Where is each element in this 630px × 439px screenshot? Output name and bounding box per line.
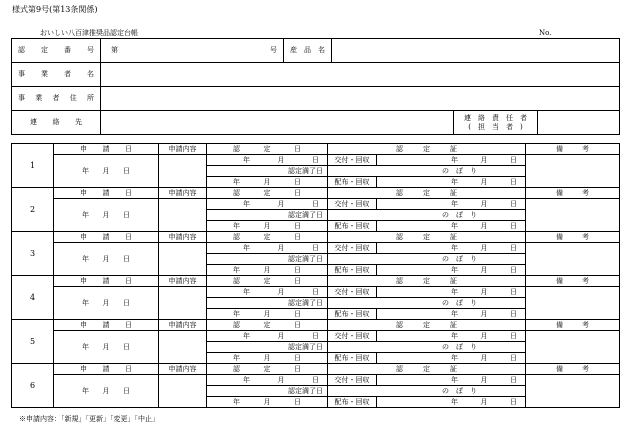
year-text: 年 (82, 210, 89, 219)
date-ymd (451, 179, 517, 186)
certification-date-header: 認 定 日 (207, 276, 328, 287)
day-text: 日 (294, 177, 301, 186)
day-text: 日 (510, 221, 517, 230)
day-text: 日 (123, 298, 130, 307)
month-text: 月 (277, 331, 285, 340)
application-date-header: 申 請 日 (54, 144, 159, 155)
month-text: 月 (277, 375, 285, 384)
banner-header: の ぼ り (328, 386, 526, 397)
delivery-collection-label: 交付・回収 (328, 243, 377, 254)
day-text: 日 (123, 210, 130, 219)
date-ymd (243, 377, 319, 384)
record-index: 1 (12, 144, 54, 188)
form-label: 様式第9号(第13条関係) (12, 5, 98, 14)
expiry-date-field[interactable] (207, 265, 328, 276)
year-text: 年 (451, 309, 458, 318)
day-text: 日 (294, 309, 301, 318)
application-content-header: 申請内容 (159, 276, 207, 287)
year-text: 年 (243, 287, 250, 296)
remarks-field[interactable] (526, 375, 620, 408)
date-ymd (82, 256, 130, 263)
remarks-header: 備 考 (526, 276, 620, 287)
certificate-header: 認 定 証 (328, 276, 526, 287)
day-text: 日 (510, 331, 517, 340)
distribution-collection-label: 配布・回収 (328, 353, 377, 364)
date-ymd (233, 223, 301, 230)
remarks-header: 備 考 (526, 232, 620, 243)
cert-number-label: 認 定 番 号 (12, 39, 101, 63)
certificate-header: 認 定 証 (328, 232, 526, 243)
remarks-header: 備 考 (526, 320, 620, 331)
day-text: 日 (312, 155, 319, 164)
certificate-delivery-date-field[interactable] (377, 331, 526, 342)
certification-date-header: 認 定 日 (207, 232, 328, 243)
year-text: 年 (233, 397, 240, 406)
record-header-row (12, 232, 620, 243)
date-ymd (243, 333, 319, 340)
year-text: 年 (451, 199, 458, 208)
certificate-delivery-date-field[interactable] (377, 287, 526, 298)
month-text: 月 (480, 375, 488, 384)
day-text: 日 (312, 287, 319, 296)
year-text: 年 (451, 155, 458, 164)
contact-person-field[interactable] (538, 111, 620, 135)
certificate-header: 認 定 証 (328, 188, 526, 199)
day-text: 日 (510, 287, 517, 296)
month-text: 月 (480, 265, 488, 274)
year-text: 年 (82, 166, 89, 175)
remarks-field[interactable] (526, 155, 620, 188)
application-content-header: 申請内容 (159, 144, 207, 155)
record-row (12, 331, 620, 342)
banner-header: の ぼ り (328, 342, 526, 353)
contact-person-label-line2: ( 担 当 者 ) (468, 122, 523, 131)
product-name-field[interactable] (332, 39, 620, 63)
day-text: 日 (510, 375, 517, 384)
date-ymd (451, 201, 517, 208)
certificate-delivery-date-field[interactable] (377, 243, 526, 254)
application-date-field[interactable] (54, 199, 159, 232)
application-date-header: 申 請 日 (54, 276, 159, 287)
distribution-collection-label: 配布・回収 (328, 177, 377, 188)
distribution-collection-label: 配布・回収 (328, 397, 377, 408)
business-address-label: 事 業 者 住 所 (12, 87, 101, 111)
date-ymd (82, 300, 130, 307)
date-ymd (451, 267, 517, 274)
day-text: 日 (123, 342, 130, 351)
month-text: 月 (480, 397, 488, 406)
month-text: 月 (480, 309, 488, 318)
month-text: 月 (480, 331, 488, 340)
day-text: 日 (510, 199, 517, 208)
month-text: 月 (102, 210, 110, 219)
application-date-header: 申 請 日 (54, 320, 159, 331)
application-content-header: 申請内容 (159, 320, 207, 331)
month-text: 月 (277, 243, 285, 252)
day-text: 日 (123, 254, 130, 263)
day-text: 日 (510, 265, 517, 274)
month-text: 月 (263, 397, 271, 406)
application-date-field[interactable] (54, 331, 159, 364)
certificate-delivery-date-field[interactable] (377, 155, 526, 166)
record-index: 3 (12, 232, 54, 276)
day-text: 日 (510, 309, 517, 318)
banner-header: の ぼ り (328, 298, 526, 309)
certification-date-header: 認 定 日 (207, 320, 328, 331)
month-text: 月 (480, 353, 488, 362)
certification-date-field[interactable] (207, 155, 328, 166)
certificate-header: 認 定 証 (328, 320, 526, 331)
month-text: 月 (102, 254, 110, 263)
year-text: 年 (233, 177, 240, 186)
date-ymd (451, 223, 517, 230)
day-text: 日 (312, 199, 319, 208)
date-ymd (451, 245, 517, 252)
year-text: 年 (243, 199, 250, 208)
expiry-date-field[interactable] (207, 353, 328, 364)
year-text: 年 (451, 243, 458, 252)
month-text: 月 (102, 342, 110, 351)
application-date-header: 申 請 日 (54, 232, 159, 243)
month-text: 月 (102, 386, 110, 395)
remarks-header: 備 考 (526, 188, 620, 199)
date-ymd (243, 289, 319, 296)
year-text: 年 (233, 265, 240, 274)
month-text: 月 (277, 287, 285, 296)
date-ymd (451, 355, 517, 362)
certificate-header: 認 定 証 (328, 364, 526, 375)
record-row (12, 199, 620, 210)
application-content-header: 申請内容 (159, 188, 207, 199)
month-text: 月 (263, 309, 271, 318)
certification-date-header: 認 定 日 (207, 144, 328, 155)
month-text: 月 (480, 221, 488, 230)
year-text: 年 (233, 353, 240, 362)
certificate-delivery-date-field[interactable] (377, 375, 526, 386)
day-text: 日 (312, 375, 319, 384)
month-text: 月 (102, 166, 110, 175)
month-text: 月 (480, 177, 488, 186)
contact-field[interactable] (101, 111, 454, 135)
expiry-date-label: 認定満了日 (207, 166, 328, 177)
business-name-label: 事 業 者 名 (12, 63, 101, 87)
record-row (12, 155, 620, 166)
day-text: 日 (510, 177, 517, 186)
distribution-collection-label: 配布・回収 (328, 221, 377, 232)
record-header-row (12, 320, 620, 331)
date-ymd (233, 179, 301, 186)
delivery-collection-label: 交付・回収 (328, 331, 377, 342)
day-text: 日 (123, 166, 130, 175)
delivery-collection-label: 交付・回収 (328, 199, 377, 210)
record-index: 5 (12, 320, 54, 364)
distribution-collection-label: 配布・回収 (328, 309, 377, 320)
day-text: 日 (312, 243, 319, 252)
year-text: 年 (451, 375, 458, 384)
day-text: 日 (510, 353, 517, 362)
application-date-field[interactable] (54, 243, 159, 276)
date-ymd (233, 355, 301, 362)
application-content-field[interactable] (159, 375, 207, 408)
product-info-table (11, 38, 620, 135)
product-name-label: 産 品 名 (284, 39, 332, 63)
record-header-row (12, 144, 620, 155)
year-text: 年 (82, 254, 89, 263)
year-text: 年 (451, 331, 458, 340)
ledger-number-label: No. (539, 29, 552, 37)
record-index: 2 (12, 188, 54, 232)
record-index: 4 (12, 276, 54, 320)
cert-number-field[interactable] (101, 39, 284, 63)
delivery-collection-label: 交付・回収 (328, 375, 377, 386)
month-text: 月 (263, 177, 271, 186)
year-text: 年 (243, 155, 250, 164)
expiry-date-label: 認定満了日 (207, 298, 328, 309)
banner-header: の ぼ り (328, 254, 526, 265)
application-date-header: 申 請 日 (54, 188, 159, 199)
date-ymd (451, 399, 517, 406)
expiry-date-label: 認定満了日 (207, 342, 328, 353)
expiry-date-label: 認定満了日 (207, 386, 328, 397)
record-header-row (12, 276, 620, 287)
banner-distribution-date-field[interactable] (377, 221, 526, 232)
year-text: 年 (233, 309, 240, 318)
contact-label: 連 絡 先 (12, 111, 101, 135)
date-ymd (451, 289, 517, 296)
expiry-date-field[interactable] (207, 309, 328, 320)
year-text: 年 (82, 386, 89, 395)
application-date-field[interactable] (54, 155, 159, 188)
month-text: 月 (263, 265, 271, 274)
banner-distribution-date-field[interactable] (377, 177, 526, 188)
date-ymd (233, 311, 301, 318)
remarks-field[interactable] (526, 331, 620, 364)
date-ymd (82, 168, 130, 175)
day-text: 日 (510, 397, 517, 406)
certification-records-table (11, 143, 620, 408)
date-ymd (233, 399, 301, 406)
day-text: 日 (294, 221, 301, 230)
date-ymd (451, 311, 517, 318)
year-text: 年 (451, 221, 458, 230)
record-row (12, 287, 620, 298)
day-text: 日 (123, 386, 130, 395)
number-suffix: 号 (270, 46, 277, 54)
certification-date-header: 認 定 日 (207, 364, 328, 375)
contact-person-label (454, 111, 538, 135)
month-text: 月 (263, 353, 271, 362)
month-text: 月 (480, 155, 488, 164)
year-text: 年 (451, 353, 458, 362)
year-text: 年 (82, 342, 89, 351)
business-name-field[interactable] (101, 63, 620, 87)
distribution-collection-label: 配布・回収 (328, 265, 377, 276)
banner-distribution-date-field[interactable] (377, 309, 526, 320)
certification-date-field[interactable] (207, 331, 328, 342)
month-text: 月 (263, 221, 271, 230)
expiry-date-field[interactable] (207, 177, 328, 188)
certification-date-field[interactable] (207, 199, 328, 210)
year-text: 年 (243, 243, 250, 252)
day-text: 日 (510, 243, 517, 252)
date-ymd (451, 377, 517, 384)
day-text: 日 (294, 265, 301, 274)
remarks-header: 備 考 (526, 144, 620, 155)
year-text: 年 (243, 375, 250, 384)
date-ymd (243, 157, 319, 164)
record-header-row (12, 188, 620, 199)
date-ymd (243, 245, 319, 252)
number-prefix: 第 (111, 46, 118, 54)
application-content-header: 申請内容 (159, 232, 207, 243)
year-text: 年 (451, 397, 458, 406)
year-text: 年 (233, 221, 240, 230)
application-content-field[interactable] (159, 199, 207, 232)
application-content-header: 申請内容 (159, 364, 207, 375)
delivery-collection-label: 交付・回収 (328, 287, 377, 298)
application-date-header: 申 請 日 (54, 364, 159, 375)
date-ymd (82, 388, 130, 395)
banner-header: の ぼ り (328, 210, 526, 221)
expiry-date-field[interactable] (207, 397, 328, 408)
application-date-field[interactable] (54, 287, 159, 320)
year-text: 年 (243, 331, 250, 340)
application-content-field[interactable] (159, 155, 207, 188)
month-text: 月 (480, 199, 488, 208)
certificate-header: 認 定 証 (328, 144, 526, 155)
remarks-field[interactable] (526, 243, 620, 276)
year-text: 年 (451, 265, 458, 274)
record-row (12, 243, 620, 254)
month-text: 月 (277, 199, 285, 208)
contact-person-label-line1: 連 絡 責 任 者 (464, 113, 527, 122)
date-ymd (451, 333, 517, 340)
date-ymd (243, 201, 319, 208)
date-ymd (82, 344, 130, 351)
record-index: 6 (12, 364, 54, 408)
date-ymd (82, 212, 130, 219)
certification-date-field[interactable] (207, 375, 328, 386)
business-address-field[interactable] (101, 87, 620, 111)
application-date-field[interactable] (54, 375, 159, 408)
record-header-row (12, 364, 620, 375)
ledger-title: おいしい八百津推奨品認定台帳 (40, 29, 138, 37)
expiry-date-field[interactable] (207, 221, 328, 232)
day-text: 日 (312, 331, 319, 340)
remarks-field[interactable] (526, 199, 620, 232)
day-text: 日 (294, 397, 301, 406)
certification-date-header: 認 定 日 (207, 188, 328, 199)
month-text: 月 (102, 298, 110, 307)
banner-header: の ぼ り (328, 166, 526, 177)
application-content-field[interactable] (159, 287, 207, 320)
certification-date-field[interactable] (207, 287, 328, 298)
year-text: 年 (82, 298, 89, 307)
banner-distribution-date-field[interactable] (377, 397, 526, 408)
expiry-date-label: 認定満了日 (207, 210, 328, 221)
day-text: 日 (510, 155, 517, 164)
application-content-field[interactable] (159, 243, 207, 276)
date-ymd (451, 157, 517, 164)
delivery-collection-label: 交付・回収 (328, 155, 377, 166)
expiry-date-label: 認定満了日 (207, 254, 328, 265)
month-text: 月 (277, 155, 285, 164)
year-text: 年 (451, 177, 458, 186)
banner-distribution-date-field[interactable] (377, 353, 526, 364)
month-text: 月 (480, 243, 488, 252)
day-text: 日 (294, 353, 301, 362)
footnote: ※申請内容：「新規」「更新」「変更」「中止」 (19, 415, 159, 423)
remarks-header: 備 考 (526, 364, 620, 375)
banner-distribution-date-field[interactable] (377, 265, 526, 276)
year-text: 年 (451, 287, 458, 296)
record-row (12, 375, 620, 386)
application-content-field[interactable] (159, 331, 207, 364)
date-ymd (233, 267, 301, 274)
remarks-field[interactable] (526, 287, 620, 320)
certificate-delivery-date-field[interactable] (377, 199, 526, 210)
month-text: 月 (480, 287, 488, 296)
certification-date-field[interactable] (207, 243, 328, 254)
